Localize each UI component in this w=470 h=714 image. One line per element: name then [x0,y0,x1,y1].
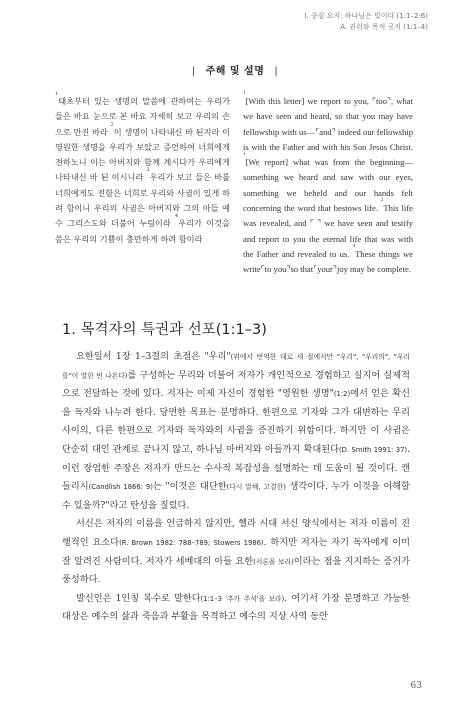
text-span: . 여기서 가장 분명하고 가능한 대상은 예수의 삶과 죽음과 부활을 목격하고 예수의 지상 사역 동안 [62,592,411,623]
chapter-title: 1. 목격자의 특권과 선포(1:1–3) [62,322,267,338]
verse-number: 2 [110,121,114,128]
paragraph [62,515,410,589]
inline-reference: (D. Smith 1991: 37) [339,445,408,454]
verse-number: 1 [243,152,246,158]
english-verse-4: These things we write⌜to you⌝so that⌜your⌝joy may be complete. [243,248,413,275]
inline-reference: (1:2) [333,390,351,399]
verse-number: 3 [146,167,150,174]
korean-verse-2: 이 생명이 나타내신 바 된지라 이 영원한 생명을 우리가 보았고 증언하여 너희에게 전하노니 이는 아버지와 함께 계시다가 우리에게 나타내신 바 된 이시니라 [55,126,230,183]
inline-note: (위에서 번역한 대로 세 절에서만 "우리", "우리의", "우리를"이 열한 번 나온다) [62,353,411,380]
section-heading [0,62,470,77]
text-span: 이라는 점을 지지하는 증거가 풍성하다. [62,555,411,586]
verse-number: 4 [175,213,179,220]
section-heading-title: 주해 및 설명 [205,66,265,77]
running-head [304,11,428,33]
text-span: 에서 얻은 확신을 독자와 나누려 한다. 당면한 목표는 분명하다. 한편으로 기자와 그가 대변하는 무리 사이의, 다른 한편으로 기자와 독자와의 사귐을 증진하기 위함이다. 하지만 이 사귐은 단순히 대인 관계로 끝나지 않고, 하나님 아버지와 아들까지 확대된다 [62,388,410,455]
korean-verse-1: 태초부터 있는 생명의 말씀에 관하여는 우리가 들은 바요 눈으로 본 바요 자세히 보고 우리의 손으로 만진 바라 [55,96,230,137]
korean-scripture-column [55,91,230,247]
page-number: 63 [410,681,422,691]
text-span: 서신은 저자의 이름을 언급하지 않지만, 헬라 시대 서신 양식에서는 저자 이름이 진행적인 요소다 [62,518,410,548]
section-heading-bar-left: | [191,66,196,77]
verse-number: 1 [243,91,246,96]
verse-number: 4 [352,243,356,249]
inline-reference: (Candlish 1866: 9) [88,483,153,492]
section-heading-bar-right: | [274,66,279,77]
text-span: 는 "이것은 대단한 [152,481,227,493]
inline-note: (서론을 보라) [253,557,294,566]
running-head-section: A. 권위와 목적 공지 (1:1–4) [340,23,428,31]
korean-verse-3: 우리가 보고 들은 바를 너희에게도 전함은 너희로 우리와 사귐이 있게 하려 함이니 우리의 사귐은 아버지와 그의 아들 예수 그리스도와 더불어 누림이라 [55,172,230,229]
english-verse-2: This life was revealed, and ⌜ ⌝ we have seen and testify and report to you the eternal life that was with the Father and revealed to us. [243,203,413,259]
verse-number: 1 [55,91,59,97]
text-span: 생각이다. 누가 이것을 이해할 수 있을까?"라고 탄성을 질렀다. [62,481,410,511]
english-verse-1: [We report] what was from the beginning—something we heard and saw with our eyes, something we beheld and our hands felt concerning the word that bestows life. [243,157,413,214]
paragraph [62,590,410,627]
text-span: 요한일서 1장 1–3절의 초점은 "우리" [76,351,231,362]
text-span: 를 구성하는 무리와 더불어 저자가 개인적으로 경험하고 실지어 실제적으로 전달하는 것에 있다. 저자는 이제 자신이 경험한 "영원한 생명" [62,369,410,400]
korean-verse-4: 우리가 이것을 씀은 우리의 기쁨이 충만하게 하려 함이라 [55,218,230,244]
inline-note: (다시 말해, 고결한) [226,483,286,492]
verse-number: 2 [380,198,384,204]
body-text [62,348,410,627]
text-span: . 이런 장엄한 주장은 저자가 만드는 수사적 복잡성을 설명하는 데 도움이 될 것이다. 캔들리시 [62,443,410,493]
text-span: 발신인은 1인칭 복수로 말한다 [76,592,201,604]
paragraph [62,348,410,515]
text-span: . 하지만 저자는 자기 독자에게 이미 잘 알려진 사람이다. 저자가 세베대의 아들 요한 [62,536,410,567]
running-head-chapter: I. 중심 요지: 하나님은 빛이다 (1:1–2:6) [304,12,428,20]
inline-reference: (R. Brown 1982: 788–789; Stowers 1986) [119,538,264,547]
inline-reference: (1:1–3 '추가 주석'을 보라) [200,594,285,603]
english-translation-column [243,91,413,278]
english-verse-3: [With this letter] we report to you, ⌜too⌝, what we have seen and heard, so that you may have fellowship with us—⌜and⌝ indeed our fellowship is with the Father and with his Son Jesus Christ. [243,96,413,152]
